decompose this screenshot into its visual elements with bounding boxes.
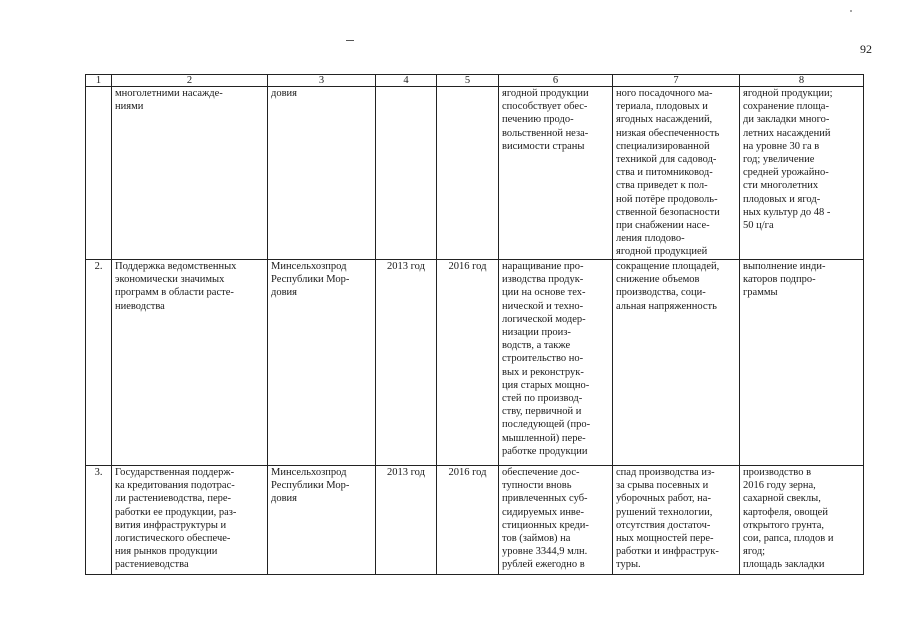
executor: довия — [268, 87, 376, 260]
end-year: 2016 год — [437, 466, 499, 575]
executor: Минсельхозпрод Республики Мор- довия — [268, 260, 376, 466]
start-year: 2013 год — [376, 260, 437, 466]
row-number: 2. — [86, 260, 112, 466]
column-number: 8 — [740, 75, 864, 87]
measure-name: Поддержка ведомственных экономически значимых программ в области расте- ниеводства — [112, 260, 268, 466]
start-year: 2013 год — [376, 466, 437, 575]
start-year — [376, 87, 437, 260]
end-year: 2016 год — [437, 260, 499, 466]
executor: Минсельхозпрод Республики Мор- довия — [268, 466, 376, 575]
expected-result: обеспечение дос- тупности вновь привлеченных суб- сидируемых инве- стиционных креди- тов (займов) на уровне 3344,9 млн. рублей ежегодно в — [499, 466, 613, 575]
page-number: 92 — [860, 42, 872, 56]
column-number: 2 — [112, 75, 268, 87]
column-number: 4 — [376, 75, 437, 87]
column-number: 1 — [86, 75, 112, 87]
row-number: 3. — [86, 466, 112, 575]
related-indicators: производство в 2016 году зерна, сахарной свеклы, картофеля, овощей открытого грунта, сои, рапса, плодов и ягод; площадь закладки — [740, 466, 864, 575]
table-row — [86, 260, 864, 466]
column-number: 7 — [613, 75, 740, 87]
column-number: 5 — [437, 75, 499, 87]
column-number-row — [86, 75, 864, 87]
non-implementation-consequences: спад производства из- за срыва посевных и уборочных работ, на- рушений технологии, отсутствия достаточ- ных мощностей пере- работки и инфраструк- туры. — [613, 466, 740, 575]
table-row — [86, 87, 864, 260]
related-indicators: выполнение инди- каторов подпро- граммы — [740, 260, 864, 466]
column-number: 3 — [268, 75, 376, 87]
expected-result: наращивание про- изводства продук- ции на основе тех- нической и техно- логической модер- низации произ- водств, а также строительство но- вых и реконструк- ция старых мощно- стей по производ- ству, первичной и последующей (про- мышленной) пере- работке продукции — [499, 260, 613, 466]
non-implementation-consequences: сокращение площадей, снижение объемов производства, соци- альная напряженность — [613, 260, 740, 466]
table-row — [86, 466, 864, 575]
row-number — [86, 87, 112, 260]
related-indicators: ягодной продукции; сохранение площа- ди закладки много- летних насаждений на уровне 30 га в год; увеличение средней урожайно- сти многолетних плодовых и ягод- ных культур до 48 - 50 ц/га — [740, 87, 864, 260]
expected-result: ягодной продукции способствует обес- печению продо- вольственной неза- висимости страны — [499, 87, 613, 260]
non-implementation-consequences: ного посадочного ма- териала, плодовых и ягодных насаждений, низкая обеспеченность специализированной техникой для садовод- ства и питомниковод- ства приведет к пол- ной потёре продоволь- ственной безопасности при снабжении насе- ления плодово- ягодной продукцией — [613, 87, 740, 260]
scan-dot — [850, 10, 852, 12]
program-table — [85, 74, 864, 575]
end-year — [437, 87, 499, 260]
measure-name: многолетними насажде- ниями — [112, 87, 268, 260]
column-number: 6 — [499, 75, 613, 87]
scan-mark — [346, 40, 354, 41]
measure-name: Государственная поддерж- ка кредитования подотрас- ли растениеводства, пере- работки ее продукции, раз- вития инфраструктуры и логистического обеспече- ния рынков продукции растениеводства — [112, 466, 268, 575]
